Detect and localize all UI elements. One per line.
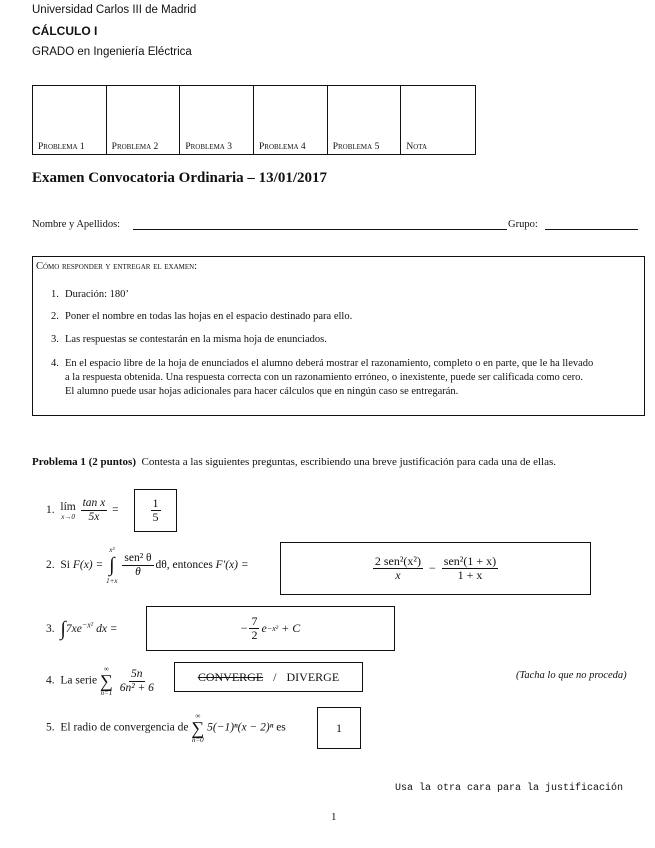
- answer-box-4[interactable]: CONVERGE / DIVERGE: [174, 662, 363, 692]
- grade-table: [32, 85, 476, 155]
- exam-title: Examen Convocatoria Ordinaria – 13/01/2017: [32, 170, 327, 186]
- grade-cell-nota[interactable]: Nota: [406, 142, 428, 152]
- instruction-item: 4. En el espacio libre de la hoja de enunciados el alumno deberá mostrar el razonamiento, completo o en parte, que le ha llevado: [51, 358, 594, 369]
- grade-cell-problema-3[interactable]: Problema 3: [180, 86, 254, 154]
- question-4: 4. La serie ∞ ∑ n=1 $\frac{5n}{\text{6n² + 6}}$: [46, 665, 154, 697]
- instruction-item-cont: a la respuesta obtenida. Una respuesta correcta con un razonamiento erróneo, o inexistente, puede ser calificada como cero.: [65, 372, 584, 383]
- course-name: CÁLCULO I: [32, 24, 98, 38]
- grade-cell-problema-2[interactable]: Problema 2: [107, 86, 181, 154]
- question-3: 3. $\int 7xe^{-x^2}$ dx =: [46, 618, 118, 640]
- answer-box-1[interactable]: $\frac{1}{5}$: [134, 489, 177, 532]
- converge-option[interactable]: CONVERGE: [197, 669, 264, 684]
- degree-name: GRADO en Ingeniería Eléctrica: [32, 46, 192, 58]
- problem-1-heading: [32, 456, 556, 468]
- instruction-item: 1. Duración: 180’: [51, 289, 129, 300]
- instruction-item: 3. Las respuestas se contestarán en la misma hoja de enunciados.: [51, 334, 327, 345]
- footer-note: Usa la otra cara para la justificación: [395, 783, 624, 794]
- university-name: Universidad Carlos III de Madrid: [32, 4, 197, 16]
- answer-box-3[interactable]: − $\frac{7}{2}$ e −x² + C: [146, 606, 395, 651]
- strike-note: (Tacha lo que no proceda): [516, 670, 627, 681]
- question-2: 2. Si F(x) = x² ∫ 1+x $\frac{\text{sen² θ}}{\theta}$ dθ, entonces F′(x) =: [46, 546, 249, 585]
- grade-cell-problema-4[interactable]: Problema 4: [254, 86, 328, 154]
- diverge-option[interactable]: DIVERGE: [286, 669, 340, 684]
- instructions-title: Cómo responder y entregar el examen:: [36, 261, 198, 272]
- instructions-box: [32, 256, 645, 416]
- question-1: 1. lím x→0 $\frac{\text{tan x}}{5x}$ =: [46, 497, 119, 523]
- grade-cell-problema-1[interactable]: Problema 1: [33, 86, 107, 154]
- problem-1-title: Problema 1 (2 puntos): [32, 456, 136, 468]
- group-label: Grupo:: [508, 219, 538, 230]
- instruction-item: 2. Poner el nombre en todas las hojas en el espacio destinado para ello.: [51, 311, 353, 322]
- instruction-item-cont: El alumno puede usar hojas adicionales para hacer cálculos que en ningún caso se entregarán.: [65, 386, 459, 397]
- group-field[interactable]: [545, 229, 638, 230]
- page-number: 1: [331, 811, 337, 823]
- name-field[interactable]: [133, 229, 507, 230]
- answer-box-5[interactable]: 1: [317, 707, 361, 749]
- answer-box-2[interactable]: $\frac{\text{2 sen²(x²)}}{x}$ − $\frac{\text{sen²(1 + x)}}{1 + x}$: [280, 542, 591, 595]
- grade-cell-problema-5[interactable]: Problema 5: [328, 86, 402, 154]
- problem-1-statement: Contesta a las siguientes preguntas, escribiendo una breve justificación para cada una de ellas.: [141, 456, 556, 468]
- name-label: Nombre y Apellidos:: [32, 219, 121, 230]
- question-5: 5. El radio de convergencia de ∞ ∑ n=0 5(−1)ⁿ(x − 2)ⁿ es: [46, 712, 286, 744]
